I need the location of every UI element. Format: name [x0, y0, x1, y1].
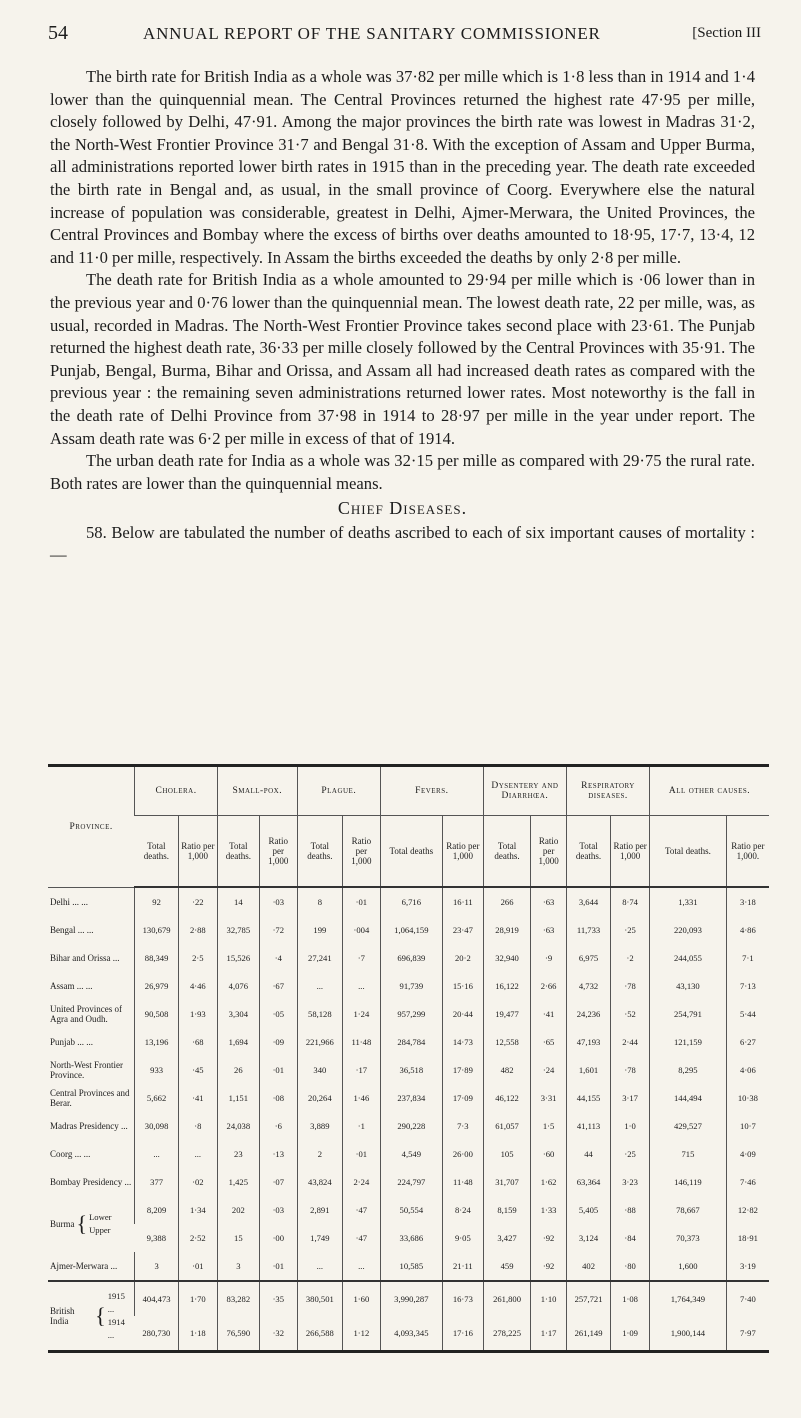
table-cell: 8,295	[650, 1056, 727, 1084]
burma-lower-label: Lower	[89, 1212, 112, 1222]
table-cell: ·09	[259, 1028, 297, 1056]
table-cell: 1·60	[342, 1281, 380, 1316]
table-cell: 3,124	[566, 1224, 610, 1252]
table-cell: ·08	[259, 1084, 297, 1112]
table-cell: ·35	[259, 1281, 297, 1316]
table-cell: 16·11	[442, 887, 483, 916]
table-cell: 24,236	[566, 1000, 610, 1028]
british-india-row	[48, 1316, 769, 1352]
table-cell: 261,800	[483, 1281, 530, 1316]
table-row	[48, 1224, 769, 1252]
total-deaths-header: Total deaths.	[483, 816, 530, 888]
table-cell: 1,900,144	[650, 1316, 727, 1352]
table-cell: 8·24	[442, 1196, 483, 1224]
table-cell: ·88	[611, 1196, 650, 1224]
province-name: Coorg ... ...	[50, 1149, 91, 1159]
province-name: North-West Frontier Province.	[50, 1060, 124, 1080]
table-cell: 9·05	[442, 1224, 483, 1252]
table-row	[48, 1112, 769, 1140]
table-row	[48, 1196, 769, 1224]
table-cell: 11·48	[442, 1168, 483, 1196]
table-cell: 78,667	[650, 1196, 727, 1224]
table-cell: 9,388	[146, 1233, 166, 1243]
table-cell: 4·09	[726, 1140, 769, 1168]
table-cell: ·00	[259, 1224, 297, 1252]
table-cell: ·6	[259, 1112, 297, 1140]
page-number: 54	[48, 22, 68, 44]
table-cell: 18·91	[726, 1224, 769, 1252]
table-cell: 257,721	[566, 1281, 610, 1316]
table-cell: ·01	[259, 1056, 297, 1084]
paragraph-death-rate: The death rate for British India as a whole amounted to 29·94 per mille which is ·06 lower than in the previous year and 0·76 lower than the quinquennial mean. The lowest death rate, 22 per mille, was, as usual, recorded in Madras. The North-West Frontier Province takes second place with 23·61. The Punjab returned the highest death rate, 36·33 per mille closely followed by the Central Provinces with 35·91. The Punjab, Bengal, Burma, Bihar and Orissa, and Assam all had increased death rates as compared with the previous year : the remaining seven administrations returned lower rates. Most noteworthy is the fall in the death rate of Delhi Province from 37·98 in 1914 to 28·97 per mille in the year under report. The Assam death rate was 6·2 per mille in excess of that of 1914.	[50, 270, 755, 448]
table-row	[48, 1252, 769, 1281]
table-cell: ·01	[259, 1252, 297, 1281]
table-cell: ·22	[178, 887, 217, 916]
table-row	[48, 972, 769, 1000]
table-cell: ...	[342, 1252, 380, 1281]
table-cell: 12,558	[483, 1028, 530, 1056]
table-cell: 11,733	[566, 916, 610, 944]
province-name: Ajmer-Merwara ...	[50, 1261, 118, 1271]
table-cell: 2·5	[178, 944, 217, 972]
total-deaths-header: Total deaths.	[297, 816, 342, 888]
table-cell: ·25	[611, 916, 650, 944]
table-cell: ...	[178, 1140, 217, 1168]
table-cell: 88,349	[135, 944, 179, 972]
table-cell: ·07	[259, 1168, 297, 1196]
table-cell: ·67	[259, 972, 297, 1000]
province-name: Bombay Presidency ...	[50, 1177, 132, 1187]
year-1915-label: 1915 ...	[107, 1291, 125, 1314]
table-row	[48, 1000, 769, 1028]
table-cell: 3·19	[726, 1252, 769, 1281]
table-cell: ...	[135, 1140, 179, 1168]
table-cell: ·13	[259, 1140, 297, 1168]
page-header	[48, 22, 761, 44]
table-cell: 266	[483, 887, 530, 916]
table-cell: 32,940	[483, 944, 530, 972]
table-cell: 284,784	[380, 1028, 442, 1056]
table-cell: 1·5	[531, 1112, 567, 1140]
table-cell: 63,364	[566, 1168, 610, 1196]
table-cell: 1·24	[342, 1000, 380, 1028]
province-name: Assam ... ...	[50, 981, 93, 991]
table-cell: 1,331	[650, 887, 727, 916]
table-cell: ...	[342, 972, 380, 1000]
table-cell: 237,834	[380, 1084, 442, 1112]
table-cell: 44	[566, 1140, 610, 1168]
table-cell: 36,518	[380, 1056, 442, 1084]
table-cell: 1·12	[342, 1316, 380, 1352]
table-cell: 15·16	[442, 972, 483, 1000]
table-cell: 76,590	[217, 1316, 259, 1352]
table-cell: 146,119	[650, 1168, 727, 1196]
table-cell: 23	[217, 1140, 259, 1168]
table-cell: ·03	[259, 887, 297, 916]
table-cell: 144,494	[650, 1084, 727, 1112]
group-header-other: All other causes.	[650, 766, 769, 816]
table-cell: ·80	[611, 1252, 650, 1281]
table-cell: 11·48	[342, 1028, 380, 1056]
table-cell: 266,588	[297, 1316, 342, 1352]
table-cell: 2	[297, 1140, 342, 1168]
table-cell: 8·74	[611, 887, 650, 916]
table-row	[48, 916, 769, 944]
table-cell: 41,113	[566, 1112, 610, 1140]
table-row	[48, 1056, 769, 1084]
table-cell: ·45	[178, 1056, 217, 1084]
table-cell: 4·46	[178, 972, 217, 1000]
body-text	[50, 66, 755, 567]
table-cell: 290,228	[380, 1112, 442, 1140]
province-name: Delhi ... ...	[50, 896, 88, 907]
table-cell: ·2	[611, 944, 650, 972]
table-cell: 13,196	[135, 1028, 179, 1056]
brace-glyph: {	[76, 1211, 88, 1236]
table-cell: 202	[217, 1196, 259, 1224]
table-cell: 278,225	[483, 1316, 530, 1352]
table-cell: 43,824	[297, 1168, 342, 1196]
table-cell: ...	[297, 1252, 342, 1281]
table-body	[48, 887, 769, 1352]
table-cell: 17·89	[442, 1056, 483, 1084]
group-header-cholera: Cholera.	[135, 766, 218, 816]
table-cell: 50,554	[380, 1196, 442, 1224]
table-cell: 1,601	[566, 1056, 610, 1084]
table-cell: 4,093,345	[380, 1316, 442, 1352]
table-cell: ·02	[178, 1168, 217, 1196]
table-cell: 46,122	[483, 1084, 530, 1112]
table-cell: 261,149	[566, 1316, 610, 1352]
table-cell: 7·40	[726, 1281, 769, 1316]
table-cell: 1·08	[611, 1281, 650, 1316]
table-cell: 1,749	[297, 1224, 342, 1252]
table-row	[48, 887, 769, 916]
table-cell: ·78	[611, 1056, 650, 1084]
table-cell: ·47	[342, 1224, 380, 1252]
province-burma	[48, 1196, 135, 1252]
table-row	[48, 1140, 769, 1168]
ratio-header: Ratio per 1,000	[342, 816, 380, 888]
table-cell: 20·44	[442, 1000, 483, 1028]
table-cell: 4,076	[217, 972, 259, 1000]
table-cell: 16·73	[442, 1281, 483, 1316]
table-cell: 696,839	[380, 944, 442, 972]
table-cell: 17·09	[442, 1084, 483, 1112]
table-cell: 3·18	[726, 887, 769, 916]
table-cell: 2·66	[531, 972, 567, 1000]
table-cell: ·92	[531, 1252, 567, 1281]
table-cell: 340	[297, 1056, 342, 1084]
table-cell: 377	[135, 1168, 179, 1196]
province-british-india	[48, 1281, 135, 1352]
table-cell: 2·52	[178, 1224, 217, 1252]
table-cell: 715	[650, 1140, 727, 1168]
table-cell: 130,679	[135, 916, 179, 944]
group-header-smallpox: Small-pox.	[217, 766, 297, 816]
table-cell: 3·23	[611, 1168, 650, 1196]
table-cell: 33,686	[380, 1224, 442, 1252]
table-cell: 10,585	[380, 1252, 442, 1281]
table-cell: ·25	[611, 1140, 650, 1168]
table-cell: 199	[297, 916, 342, 944]
mortality-table	[48, 764, 769, 1353]
burma-label: Burma	[50, 1219, 75, 1229]
table-cell: 8,159	[483, 1196, 530, 1224]
table-row	[48, 1168, 769, 1196]
table-cell: ...	[297, 972, 342, 1000]
group-header-respiratory: Respiratory diseases.	[566, 766, 649, 816]
table-cell: 404,473	[135, 1281, 179, 1316]
table-cell: 26	[217, 1056, 259, 1084]
table-cell: 3,427	[483, 1224, 530, 1252]
table-cell: ·52	[611, 1000, 650, 1028]
table-cell: ·41	[178, 1084, 217, 1112]
table-cell: ·24	[531, 1056, 567, 1084]
table-cell: 17·16	[442, 1316, 483, 1352]
province-name: Bengal ... ...	[50, 925, 94, 935]
table-cell: 90,508	[135, 1000, 179, 1028]
table-cell: 482	[483, 1056, 530, 1084]
table-cell: 70,373	[650, 1224, 727, 1252]
table-cell: 1·34	[178, 1196, 217, 1224]
table-cell: 244,055	[650, 944, 727, 972]
table-cell: 5,662	[135, 1084, 179, 1112]
british-india-label: British India	[50, 1306, 75, 1326]
table-cell: 92	[135, 887, 179, 916]
table-cell: 1·17	[531, 1316, 567, 1352]
paragraph-urban-rate: The urban death rate for India as a whole was 32·15 per mille as compared with 29·75 the rural rate. Both rates are lower than the quinquennial means.	[50, 451, 755, 493]
table-cell: 1·18	[178, 1316, 217, 1352]
table-cell: ·01	[178, 1252, 217, 1281]
year-1914-label: 1914 ...	[107, 1317, 125, 1340]
table-cell: 1,064,159	[380, 916, 442, 944]
table-cell: 1·46	[342, 1084, 380, 1112]
table-row	[48, 1028, 769, 1056]
ratio-header: Ratio per 1,000	[611, 816, 650, 888]
table-cell: 933	[135, 1056, 179, 1084]
table-cell: 7·3	[442, 1112, 483, 1140]
table-cell: ·47	[342, 1196, 380, 1224]
section-label: [Section III	[692, 25, 761, 41]
ratio-header: Ratio per 1,000	[178, 816, 217, 888]
table-cell: 19,477	[483, 1000, 530, 1028]
table-cell: ·63	[531, 887, 567, 916]
table-cell: 380,501	[297, 1281, 342, 1316]
table-cell: 3,304	[217, 1000, 259, 1028]
table-cell: 14·73	[442, 1028, 483, 1056]
ratio-header: Ratio per 1,000.	[726, 816, 769, 888]
table-cell: 7·46	[726, 1168, 769, 1196]
table-cell: 10·38	[726, 1084, 769, 1112]
table-cell: 27,241	[297, 944, 342, 972]
british-india-row	[48, 1281, 769, 1316]
table-cell: 2·44	[611, 1028, 650, 1056]
table-cell: 402	[566, 1252, 610, 1281]
table-cell: 1·33	[531, 1196, 567, 1224]
province-name: Punjab ... ...	[50, 1037, 94, 1047]
table-cell: 3,889	[297, 1112, 342, 1140]
brace-glyph: {	[95, 1303, 106, 1328]
ratio-header: Ratio per 1,000	[259, 816, 297, 888]
section-heading: Chief Diseases.	[337, 498, 468, 519]
total-deaths-header: Total deaths	[380, 816, 442, 888]
sub-header-row	[48, 816, 769, 888]
table-cell: ·65	[531, 1028, 567, 1056]
table-cell: 24,038	[217, 1112, 259, 1140]
ratio-header: Ratio per 1,000	[531, 816, 567, 888]
table-cell: ·63	[531, 916, 567, 944]
total-deaths-header: Total deaths.	[566, 816, 610, 888]
table-cell: ·05	[259, 1000, 297, 1028]
table-cell: 4,732	[566, 972, 610, 1000]
province-header: Province.	[48, 766, 135, 888]
total-deaths-header: Total deaths.	[135, 816, 179, 888]
table-cell: 6,716	[380, 887, 442, 916]
table-cell: 220,093	[650, 916, 727, 944]
table-cell: 7·13	[726, 972, 769, 1000]
table-cell: ·03	[259, 1196, 297, 1224]
table-cell: ·92	[531, 1224, 567, 1252]
table-cell: 1·70	[178, 1281, 217, 1316]
table-cell: ·7	[342, 944, 380, 972]
table-cell: ·72	[259, 916, 297, 944]
table-cell: ·60	[531, 1140, 567, 1168]
paragraph-birth-rate: The birth rate for British India as a whole was 37·82 per mille which is 1·8 less than in 1914 and 1·4 lower than the quinquennial mean. The Central Provinces returned the highest rate 47·95 per mille, closely followed by Delhi, 47·91. Among the major provinces the birth rate was lowest in Madras 31·2, the North-West Frontier Province 31·7 and Bengal 31·8. With the exception of Assam and Upper Burma, all administrations reported lower birth rates in 1915 than in the preceding year. The death rate exceeded the birth rate in Bengal and, as usual, in the small province of Coorg. Everywhere else the natural increase of population was considerable, greatest in Delhi, Ajmer-Merwara, the United Provinces, the Central Provinces and Bombay where the excess of births over deaths amounted to 18·95, 17·7, 13·4, 12 and 11·0 per mille, respectively. In Assam the births exceeded the deaths by only 2·8 per mille.	[50, 67, 755, 267]
table-cell: ·32	[259, 1316, 297, 1352]
table-cell: 30,098	[135, 1112, 179, 1140]
table-cell: ·78	[611, 972, 650, 1000]
table-cell: 6·27	[726, 1028, 769, 1056]
table-cell: 1,151	[217, 1084, 259, 1112]
table-cell: 31,707	[483, 1168, 530, 1196]
table-cell: 459	[483, 1252, 530, 1281]
table-cell: 8,209	[135, 1196, 179, 1224]
table-cell: 3,644	[566, 887, 610, 916]
table-cell: 4·06	[726, 1056, 769, 1084]
province-name: Madras Presidency ...	[50, 1121, 128, 1131]
province-name: Bihar and Orissa ...	[50, 953, 120, 963]
group-header-row	[48, 766, 769, 816]
table-cell: ·17	[342, 1056, 380, 1084]
table-cell: ·4	[259, 944, 297, 972]
table-cell: 7·97	[726, 1316, 769, 1352]
table-cell: ·004	[342, 916, 380, 944]
table-cell: 224,797	[380, 1168, 442, 1196]
table-cell: 2·24	[342, 1168, 380, 1196]
province-name: United Provinces of Agra and Oudh.	[50, 1004, 122, 1024]
table-cell: ·8	[178, 1112, 217, 1140]
table-cell: 32,785	[217, 916, 259, 944]
table-cell: ·41	[531, 1000, 567, 1028]
report-title: ANNUAL REPORT OF THE SANITARY COMMISSIONER	[143, 24, 601, 43]
table-cell: 2,891	[297, 1196, 342, 1224]
table-cell: ·68	[178, 1028, 217, 1056]
table-cell: 3,990,287	[380, 1281, 442, 1316]
table-cell: 4,549	[380, 1140, 442, 1168]
table-cell: 20,264	[297, 1084, 342, 1112]
group-header-plague: Plague.	[297, 766, 380, 816]
table-cell: 58,128	[297, 1000, 342, 1028]
table-cell: 43,130	[650, 972, 727, 1000]
table-cell: 121,159	[650, 1028, 727, 1056]
table-cell: 1,764,349	[650, 1281, 727, 1316]
table-cell: 23·47	[442, 916, 483, 944]
table-row	[48, 1084, 769, 1112]
table-cell: 1,425	[217, 1168, 259, 1196]
table-cell: 1·93	[178, 1000, 217, 1028]
total-deaths-header: Total deaths.	[650, 816, 727, 888]
table-cell: 26,979	[135, 972, 179, 1000]
group-header-fevers: Fevers.	[380, 766, 483, 816]
table-cell: 1·10	[531, 1281, 567, 1316]
table-cell: 280,730	[142, 1328, 171, 1338]
table-cell: 1·0	[611, 1112, 650, 1140]
table-cell: 14	[217, 887, 259, 916]
table-cell: 3·17	[611, 1084, 650, 1112]
table-cell: 83,282	[217, 1281, 259, 1316]
table-cell: 1·09	[611, 1316, 650, 1352]
table-cell: 3	[135, 1252, 179, 1281]
table-cell: 429,527	[650, 1112, 727, 1140]
ratio-header: Ratio per 1,000	[442, 816, 483, 888]
table-cell: 21·11	[442, 1252, 483, 1281]
table-cell: 7·1	[726, 944, 769, 972]
table-cell: 221,966	[297, 1028, 342, 1056]
table-cell: 20·2	[442, 944, 483, 972]
table-cell: 5·44	[726, 1000, 769, 1028]
paragraph-58: 58. Below are tabulated the number of deaths ascribed to each of six important causes of mortality :—	[50, 522, 755, 565]
table-cell: ·1	[342, 1112, 380, 1140]
table-cell: 44,155	[566, 1084, 610, 1112]
table-cell: 28,919	[483, 916, 530, 944]
table-cell: 3	[217, 1252, 259, 1281]
table-cell: 16,122	[483, 972, 530, 1000]
table-cell: 6,975	[566, 944, 610, 972]
table-cell: 254,791	[650, 1000, 727, 1028]
group-header-dysentery: Dysentery and Diarrhœa.	[483, 766, 566, 816]
table-cell: ·84	[611, 1224, 650, 1252]
province-name: Central Provinces and Berar.	[50, 1088, 130, 1108]
table-cell: 105	[483, 1140, 530, 1168]
table-cell: 26·00	[442, 1140, 483, 1168]
burma-upper-label: Upper	[89, 1225, 111, 1235]
table-cell: 15,526	[217, 944, 259, 972]
table-row	[48, 944, 769, 972]
table-cell: ·9	[531, 944, 567, 972]
table-cell: 47,193	[566, 1028, 610, 1056]
table-cell: 12·82	[726, 1196, 769, 1224]
table-cell: ·01	[342, 887, 380, 916]
table-cell: 1·62	[531, 1168, 567, 1196]
table-cell: 3·31	[531, 1084, 567, 1112]
table-cell: 15	[217, 1224, 259, 1252]
table-cell: 2·88	[178, 916, 217, 944]
table-cell: 957,299	[380, 1000, 442, 1028]
table-cell: 1,600	[650, 1252, 727, 1281]
table-cell: 5,405	[566, 1196, 610, 1224]
table-cell: 91,739	[380, 972, 442, 1000]
table-cell: 10·7	[726, 1112, 769, 1140]
table-cell: 1,694	[217, 1028, 259, 1056]
total-deaths-header: Total deaths.	[217, 816, 259, 888]
table-cell: ·01	[342, 1140, 380, 1168]
table-cell: 4·86	[726, 916, 769, 944]
table-cell: 8	[297, 887, 342, 916]
table-cell: 61,057	[483, 1112, 530, 1140]
